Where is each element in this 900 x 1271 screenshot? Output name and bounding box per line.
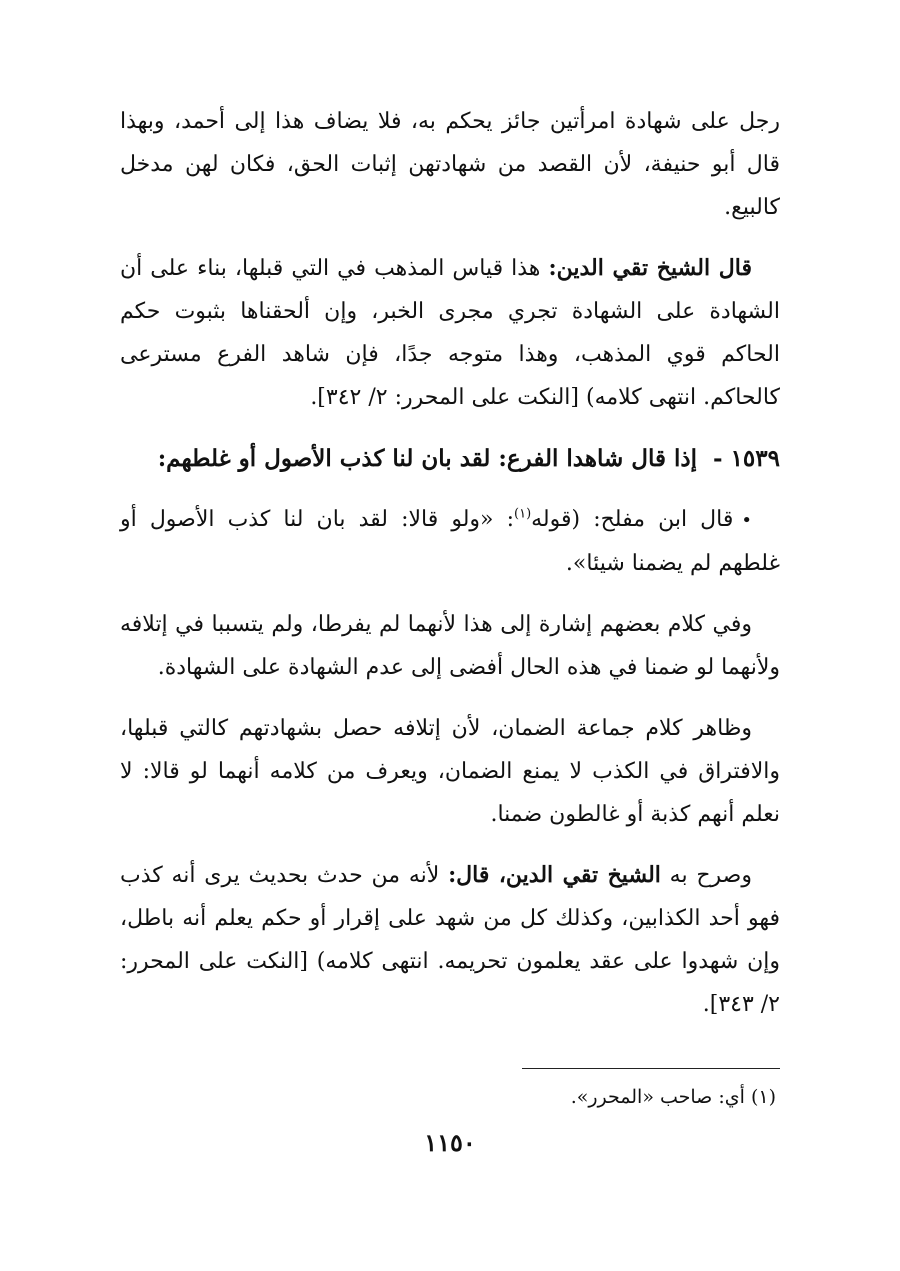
section-heading	[120, 437, 780, 480]
speaker-label: الشيخ تقي الدين، قال:	[448, 862, 661, 888]
paragraph-6-text: لأنه من حدث بحديث يرى أنه كذب فهو أحد الكذابين، وكذلك كل من شهد على إقرار أو حكم يعلم أنه باطل، وإن شهدوا على عقد يعلمون تحريمه. انتهى كلامه) [النكت على المحرر: ٢/ ٣٤٣].	[120, 863, 780, 1017]
footnote-divider	[522, 1068, 780, 1069]
page-body	[120, 100, 780, 1044]
paragraph-2	[120, 247, 780, 419]
footnote-reference[interactable]: (١)	[514, 506, 532, 522]
paragraph-2-text: هذا قياس المذهب في التي قبلها، بناء على أن الشهادة على الشهادة تجري مجرى الخبر، وإن ألحقناها بثبوت حكم الحاكم قوي المذهب، وهذا متوجه جدًا، فإن شاهد الفرع مسترعى كالحاكم. انتهى كلامه) [النكت على المحرر: ٢/ ٣٤٢].	[120, 256, 780, 410]
paragraph-1: رجل على شهادة امرأتين جائز يحكم به، فلا يضاف هذا إلى أحمد، وبهذا قال أبو حنيفة، لأن القصد من شهادتهن إثبات الحق، فكان لهن مدخل كالبيع.	[120, 109, 780, 220]
bullet-icon: •	[741, 510, 752, 531]
paragraph-3	[120, 498, 780, 585]
paragraph-5: وظاهر كلام جماعة الضمان، لأن إتلافه حصل بشهادتهم كالتي قبلها، والافتراق في الكذب لا يمنع الضمان، ويعرف من كلامه أنهما لو قالا: لا نعلم أنهم كذبة أو غالطون ضمنا.	[120, 716, 780, 827]
section-number: ١٥٣٩ -	[713, 445, 780, 472]
paragraph-3-text: : «ولو قالا: لقد بان لنا كذب الأصول أو غلطهم لم يضمنا شيئا».	[120, 507, 780, 576]
paragraph-6	[120, 854, 780, 1026]
footnote: (١) أي: صاحب «المحرر».	[570, 1086, 776, 1108]
section-title: إذا قال شاهدا الفرع: لقد بان لنا كذب الأصول أو غلطهم:	[157, 445, 697, 472]
paragraph-3-lead: قال ابن مفلح: (قوله	[531, 507, 734, 532]
page-number: ١١٥٠	[424, 1128, 476, 1157]
paragraph-6-lead: وصرح به	[660, 863, 752, 888]
speaker-label: قال الشيخ تقي الدين:	[548, 255, 752, 281]
paragraph-4: وفي كلام بعضهم إشارة إلى هذا لأنهما لم يفرطا، ولم يتسببا في إتلافه ولأنهما لو ضمنا في هذه الحال أفضى إلى عدم الشهادة على الشهادة.	[120, 612, 780, 680]
